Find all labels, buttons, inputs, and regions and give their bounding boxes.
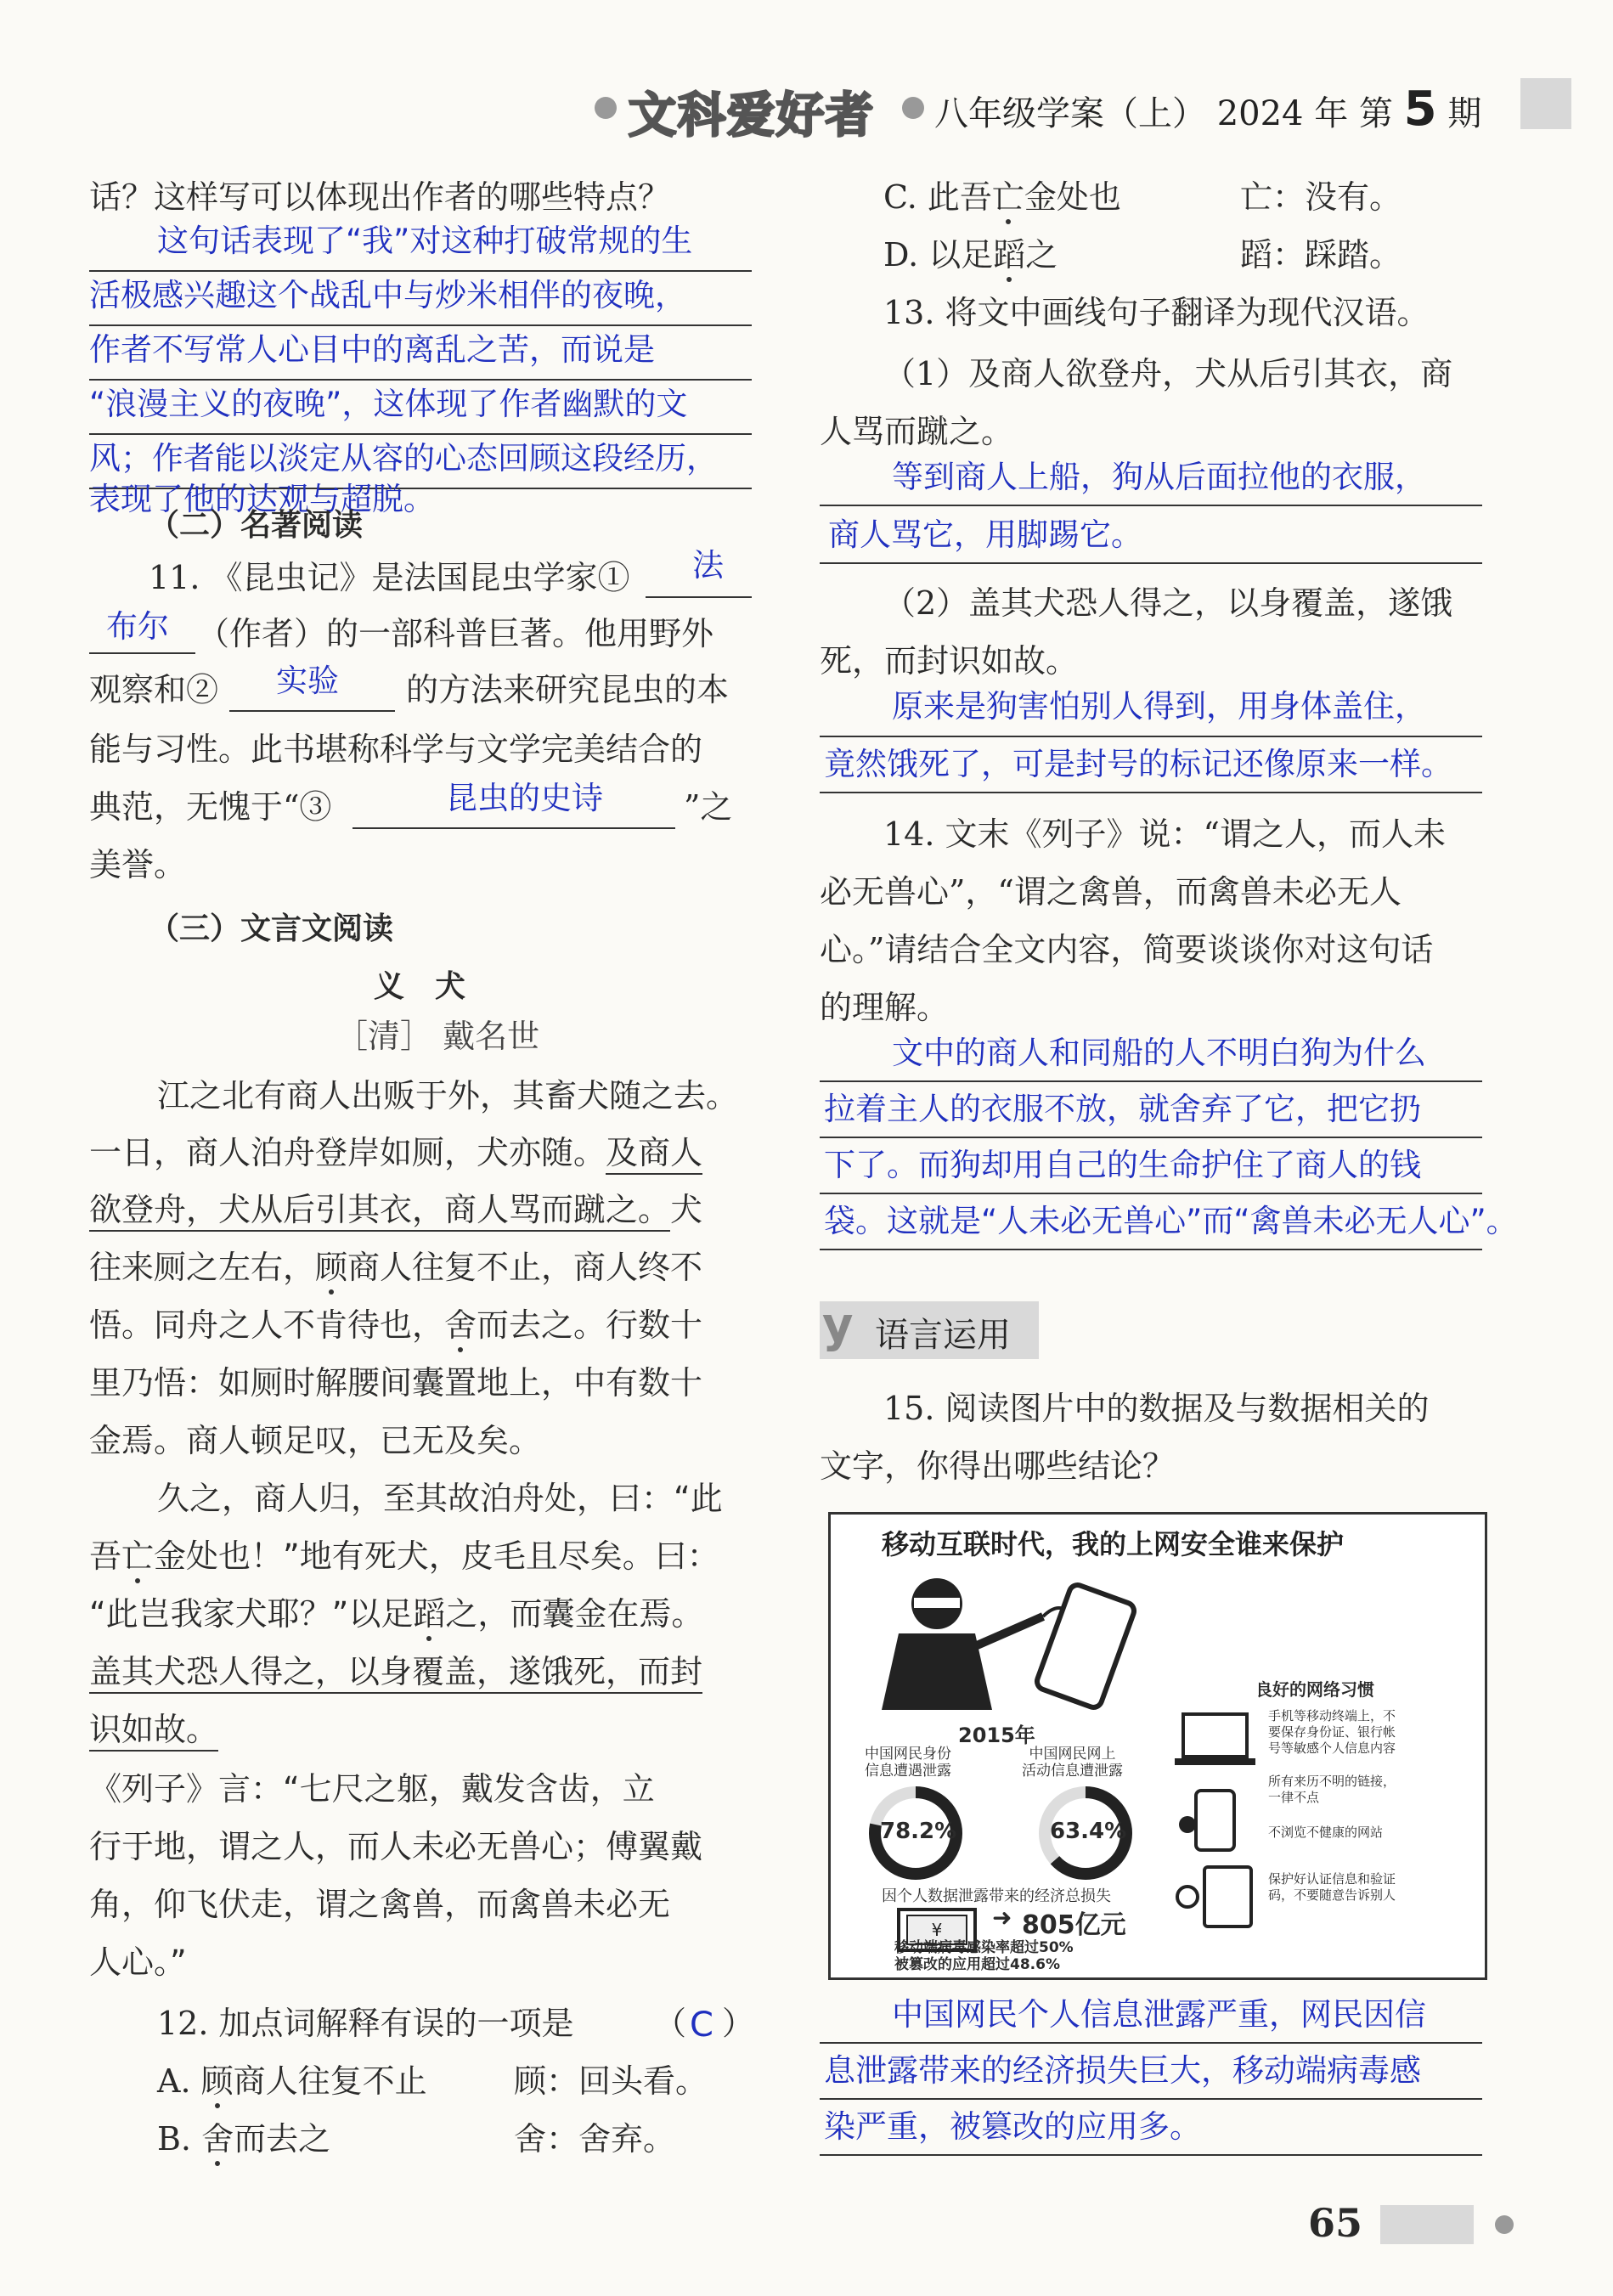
q11-text: 能与习性。此书堪称科学与文学完美结合的 bbox=[89, 731, 703, 768]
section-heading-3: （三）文言文阅读 bbox=[149, 911, 394, 946]
infographic bbox=[828, 1512, 1487, 1980]
classical-text-line: 里乃悟：如厕时解腰间囊置地上，中有数十 bbox=[89, 1364, 703, 1402]
habit-item: 所有来历不明的链接， 一律不点 bbox=[1268, 1774, 1396, 1805]
q14-text: 必无兽心”，“谓之禽兽，而禽兽未必无人 bbox=[820, 873, 1402, 911]
q13-2-answer: 原来是狗害怕别人得到，用身体盖住， bbox=[892, 688, 1426, 725]
blank-line bbox=[352, 827, 675, 829]
option-d-gloss: 蹈：踩踏。 bbox=[1240, 236, 1402, 274]
arrow-icon: ➜ bbox=[992, 1904, 1012, 1932]
loss-label: 因个人数据泄露带来的经济总损失 bbox=[882, 1887, 1111, 1905]
answer-line bbox=[820, 1193, 1482, 1194]
header-dot-icon bbox=[595, 97, 617, 119]
section-heading-2: （二）名著阅读 bbox=[149, 508, 364, 543]
infographic-title: 移动互联时代，我的上网安全谁来保护 bbox=[882, 1528, 1345, 1560]
footer-dot-icon bbox=[1495, 2215, 1514, 2234]
poem-author: ［清］ 戴名世 bbox=[336, 1018, 540, 1055]
classical-text-line: 金焉。商人顿足叹，已无及矣。 bbox=[89, 1422, 542, 1459]
classical-text-line: “此岂我家犬耶？”以足蹈之，而囊金在焉。 bbox=[89, 1595, 704, 1633]
answer-line bbox=[820, 2098, 1482, 2100]
classical-text-line: 吾亡金处也！”地有死犬，皮毛且尽矣。曰： bbox=[89, 1537, 719, 1575]
option-b: B. 舍而去之 bbox=[157, 2120, 331, 2158]
option-b-gloss: 舍：舍弃。 bbox=[514, 2120, 676, 2158]
q11-text: 典范，无愧于“③ bbox=[89, 788, 332, 826]
q13-1-answer: 等到商人上船，狗从后面拉他的衣服， bbox=[892, 459, 1426, 495]
q13-2-text: （2）盖其犬恐人得之，以身覆盖，遂饿 bbox=[883, 584, 1453, 622]
q14-text: 14. 文末《列子》说：“谓之人，而人未 bbox=[883, 815, 1446, 853]
classical-text-line: 悟。同舟之人不肯待也，舍而去之。行数十 bbox=[89, 1306, 703, 1344]
classical-text-line: 人心。” bbox=[89, 1943, 187, 1981]
option-a-gloss: 顾：回头看。 bbox=[514, 2062, 708, 2100]
q11-answer-3: 昆虫的史诗 bbox=[446, 780, 603, 816]
infographic-year: 2015年 bbox=[958, 1723, 1035, 1747]
answer-line bbox=[89, 270, 752, 272]
language-use-letter: y bbox=[822, 1298, 854, 1353]
q14-answer: 袋。这就是“人未必无兽心”而“禽兽未必无人心”。 bbox=[824, 1203, 1518, 1239]
q11-text: ”之 bbox=[684, 788, 733, 826]
habit-item: 手机等移动终端上，不 要保存身份证、银行帐 号等敏感个人信息内容 bbox=[1268, 1708, 1396, 1756]
header-dot-icon bbox=[902, 97, 924, 119]
issue-number: 5 bbox=[1403, 82, 1437, 137]
classical-text-line: 行于地，谓之人，而人未必无兽心；傅翼戴 bbox=[89, 1828, 703, 1865]
q13-1-answer: 商人骂它，用脚踢它。 bbox=[828, 516, 1142, 553]
header-tab bbox=[1520, 78, 1571, 129]
classical-text-line: 欲登舟，犬从后引其衣，商人骂而蹴之。犬 bbox=[89, 1191, 702, 1228]
answer-line bbox=[820, 736, 1482, 737]
habits-title: 良好的网络习惯 bbox=[1255, 1679, 1374, 1700]
classical-text-line: 久之，商人归，至其故泊舟处，曰：“此 bbox=[157, 1480, 723, 1517]
q15-text: 15. 阅读图片中的数据及与数据相关的 bbox=[883, 1390, 1430, 1427]
q12-text: 12. 加点词解释有误的一项是 bbox=[157, 2005, 574, 2042]
poem-title: 义 犬 bbox=[374, 969, 466, 1004]
answer-line bbox=[820, 1249, 1482, 1250]
answer-10-line: 作者不写常人心目中的离乱之苦，而说是 bbox=[89, 331, 655, 368]
q15-answer: 息泄露带来的经济损失巨大，移动端病毒感 bbox=[824, 2052, 1421, 2089]
q14-text: 的理解。 bbox=[820, 989, 950, 1026]
issue-suffix: 期 bbox=[1447, 94, 1482, 133]
habit-item: 保护好认证信息和验证 码，不要随意告诉别人 bbox=[1268, 1871, 1396, 1903]
answer-line bbox=[820, 562, 1482, 564]
q14-answer: 拉着主人的衣服不放，就舍弃了它，把它扔 bbox=[824, 1091, 1421, 1127]
q12-paren: ） bbox=[722, 2005, 755, 2042]
svg-text:¥: ¥ bbox=[931, 1920, 943, 1940]
answer-line bbox=[820, 505, 1482, 506]
mobile-stats: 移动端病毒感染率超过50% 被篡改的应用超过48.6% bbox=[894, 1939, 1074, 1973]
page-number: 65 bbox=[1308, 2200, 1363, 2246]
classical-text-line: 一日，商人泊舟登岸如厕，犬亦随。及商人 bbox=[89, 1134, 702, 1171]
answer-line bbox=[820, 1080, 1482, 1082]
footer-tab bbox=[1380, 2205, 1474, 2244]
answer-10-line: 风；作者能以淡定从容的心态回顾这段经历， bbox=[89, 440, 718, 477]
q11-text: 的方法来研究昆虫的本 bbox=[406, 671, 730, 708]
answer-line bbox=[89, 324, 752, 326]
language-use-label: 语言运用 bbox=[875, 1316, 1011, 1355]
question-tail: 话？这样写可以体现出作者的哪些特点？ bbox=[89, 178, 671, 216]
q13-2-answer: 竟然饿死了，可是封号的标记还像原来一样。 bbox=[824, 746, 1452, 782]
option-d: D. 以足蹈之 bbox=[883, 236, 1058, 274]
stat1-label: 中国网民身份 信息遭遇泄露 bbox=[865, 1746, 951, 1780]
classical-text-line: 《列子》言：“七尺之躯，戴发含齿，立 bbox=[89, 1770, 655, 1808]
answer-line bbox=[820, 792, 1482, 793]
habit-item: 不浏览不健康的网站 bbox=[1268, 1825, 1384, 1840]
q14-answer: 文中的商人和同船的人不明白狗为什么 bbox=[892, 1035, 1426, 1071]
stat2-label: 中国网民网上 活动信息遭泄露 bbox=[1022, 1746, 1123, 1780]
option-c: C. 此吾亡金处也 bbox=[883, 178, 1121, 216]
q13-2-text: 死，而封识如故。 bbox=[820, 642, 1079, 680]
q11-text: （作者）的一部科普巨著。他用野外 bbox=[197, 615, 714, 652]
q12-answer: C bbox=[690, 2005, 713, 2045]
q14-answer: 下了。而狗却用自己的生命护住了商人的钱 bbox=[824, 1147, 1421, 1183]
answer-line bbox=[820, 2154, 1482, 2156]
answer-10-line: 表现了他的达观与超脱。 bbox=[89, 481, 435, 517]
answer-line bbox=[820, 2042, 1482, 2044]
answer-line bbox=[820, 1137, 1482, 1138]
answer-10-line: 活极感兴趣这个战乱中与炒米相伴的夜晚， bbox=[89, 277, 686, 313]
blank-line bbox=[89, 652, 195, 654]
classical-text-line: 角，仰飞伏走，谓之禽兽，而禽兽未必无 bbox=[89, 1886, 671, 1923]
q11-answer-2: 实验 bbox=[276, 663, 339, 699]
stat1-value: 78.2% bbox=[880, 1819, 957, 1844]
answer-line bbox=[89, 379, 752, 381]
q15-text: 文字，你得出哪些结论？ bbox=[820, 1447, 1176, 1485]
q12-paren: （ bbox=[654, 2005, 687, 2042]
q15-answer: 中国网民个人信息泄露严重，网民因信 bbox=[892, 1996, 1426, 2033]
classical-text-line: 江之北有商人出贩于外，其畜犬随之去。 bbox=[157, 1077, 739, 1114]
blank-line bbox=[646, 596, 752, 598]
answer-10-line: 这句话表现了“我”对这种打破常规的生 bbox=[157, 223, 693, 259]
classical-text-line: 盖其犬恐人得之，以身覆盖，遂饿死，而封 bbox=[89, 1653, 702, 1690]
q13-text: 13. 将文中画线句子翻译为现代汉语。 bbox=[883, 294, 1430, 331]
q13-1-text: 人骂而蹴之。 bbox=[820, 413, 1014, 450]
devices-icon bbox=[1170, 1697, 1264, 1935]
q15-answer: 染严重，被篡改的应用多。 bbox=[824, 2108, 1201, 2145]
q11-text: 11. 《昆虫记》是法国昆虫学家① bbox=[149, 559, 630, 596]
answer-10-line: “浪漫主义的夜晚”，这体现了作者幽默的文 bbox=[89, 386, 688, 422]
header-info bbox=[934, 82, 1481, 137]
header-text: 八年级学案（上） 2024 年 第 bbox=[934, 94, 1393, 133]
blank-line bbox=[229, 710, 395, 712]
q11-text: 观察和② bbox=[89, 671, 219, 708]
brand-title: 文科爱好者 bbox=[629, 88, 875, 144]
classical-text-line: 往来厕之左右，顾商人往复不止，商人终不 bbox=[89, 1249, 703, 1286]
classical-text-line: 识如故。 bbox=[89, 1711, 218, 1748]
option-a: A. 顾商人往复不止 bbox=[157, 2062, 427, 2100]
q11-answer-1a: 法 bbox=[692, 547, 724, 584]
option-c-gloss: 亡：没有。 bbox=[1240, 178, 1402, 216]
q14-text: 心。”请结合全文内容，简要谈谈你对这句话 bbox=[820, 931, 1434, 968]
q11-text: 美誉。 bbox=[89, 846, 187, 883]
q11-answer-1b: 布尔 bbox=[106, 608, 169, 645]
hacker-phone-icon bbox=[856, 1565, 1136, 1718]
answer-line bbox=[89, 433, 752, 435]
stat2-value: 63.4% bbox=[1050, 1819, 1127, 1844]
q13-1-text: （1）及商人欲登舟，犬从后引其衣，商 bbox=[883, 355, 1453, 392]
loss-value: 805亿元 bbox=[1022, 1910, 1126, 1940]
